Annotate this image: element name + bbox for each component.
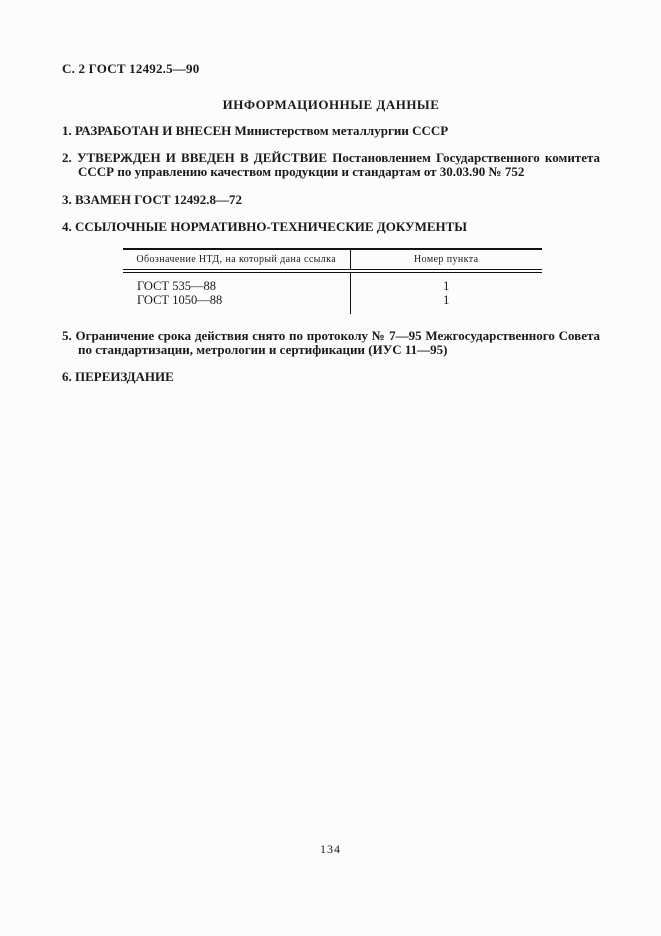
table-spacer-row	[123, 307, 542, 314]
item-2-text: УТВЕРЖДЕН И ВВЕДЕН В ДЕЙСТВИЕ Постановлением Государственного комитета СССР по управлению качеством продукции и стандартам от 30.03.90 № 752	[76, 150, 601, 179]
table-cell-ntd: ГОСТ 535—88	[123, 271, 350, 293]
running-header: С. 2 ГОСТ 12492.5—90	[62, 61, 200, 76]
table-cell-ntd: ГОСТ 1050—88	[123, 293, 350, 307]
page-number: 134	[320, 842, 341, 856]
item-2-number: 2.	[62, 150, 72, 165]
item-5-text: Ограничение срока действия снято по протоколу № 7—95 Межгосударственного Совета по стандартизации, метрологии и сертификации (ИУС 11—95)	[75, 328, 601, 357]
document-title: ИНФОРМАЦИОННЫЕ ДАННЫЕ	[222, 97, 440, 112]
table-header-ntd: Обозначение НТД, на который дана ссылка	[123, 249, 350, 271]
list-item-4	[62, 220, 600, 234]
item-6-text: ПЕРЕИЗДАНИЕ	[75, 369, 174, 384]
item-6-number: 6.	[62, 369, 72, 384]
item-4-text: ССЫЛОЧНЫЕ НОРМАТИВНО-ТЕХНИЧЕСКИЕ ДОКУМЕНТЫ	[75, 219, 468, 234]
list-item-1	[62, 124, 600, 138]
item-3-text: ВЗАМЕН ГОСТ 12492.8—72	[75, 192, 243, 207]
table-header-punkt: Номер пункта	[350, 249, 542, 271]
item-5-number: 5.	[62, 328, 72, 343]
table-cell-punkt: 1	[443, 279, 450, 293]
list-item-2	[62, 151, 600, 179]
table-cell-punkt: 1	[443, 293, 450, 307]
table-row	[123, 293, 542, 307]
table-row	[123, 271, 542, 293]
item-1-text: РАЗРАБОТАН И ВНЕСЕН Министерством металлургии СССР	[75, 123, 449, 138]
list-item-3	[62, 193, 600, 207]
item-4-number: 4.	[62, 219, 72, 234]
item-1-number: 1.	[62, 123, 72, 138]
references-table	[123, 248, 542, 314]
list-item-5	[62, 329, 600, 357]
list-item-6	[62, 370, 600, 384]
table-header-row	[123, 249, 542, 271]
item-3-number: 3.	[62, 192, 72, 207]
